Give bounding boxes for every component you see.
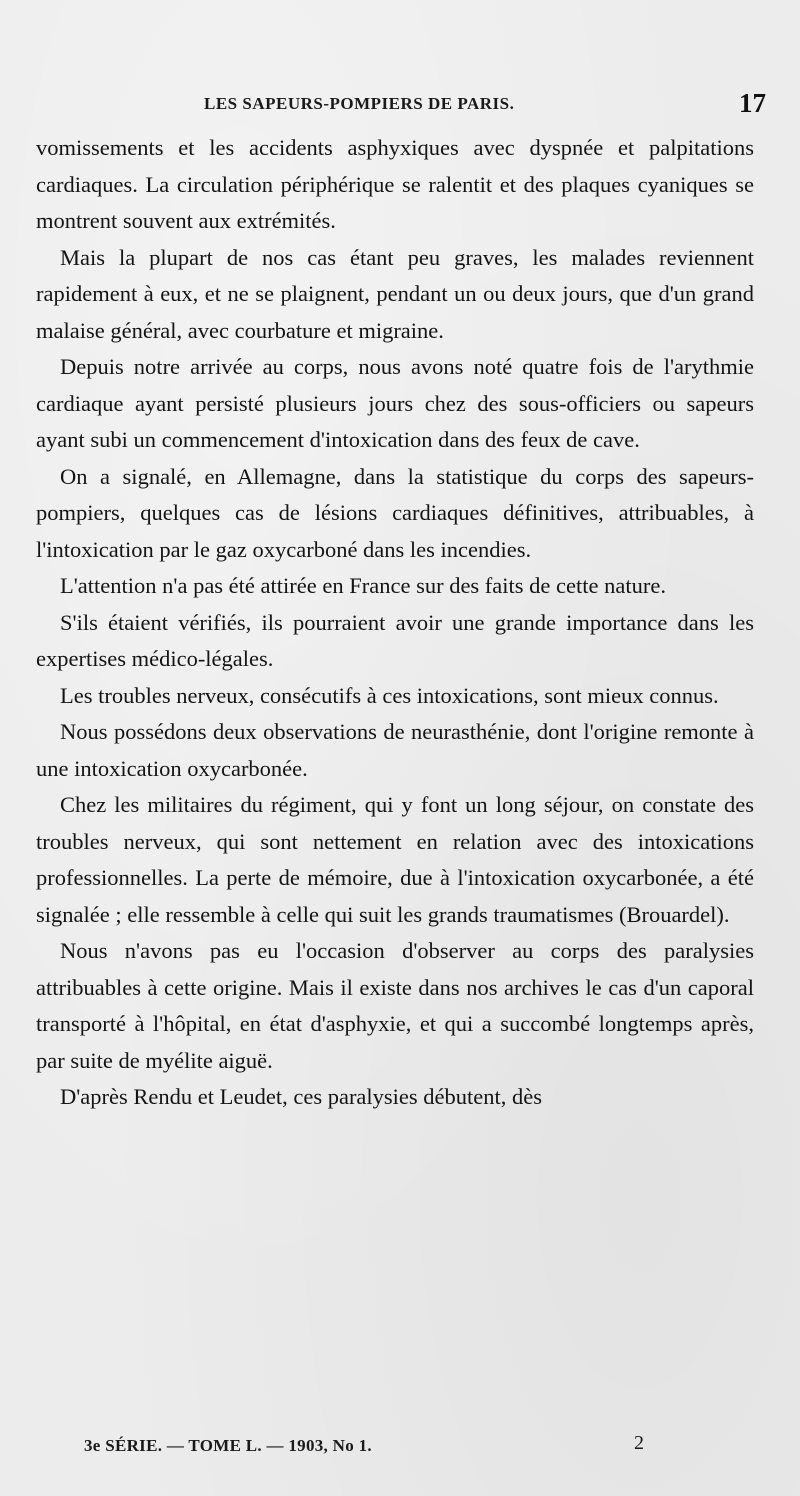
page-footer xyxy=(36,1432,754,1466)
paragraph-paralysis: Nous n'avons pas eu l'occasion d'observer au corps des paralysies attribuables à cette origine. Mais il existe dans nos archives le cas d'un caporal transporté à l'hôpital, en état d'asphyxie, et qui a succombé longtemps après, par suite de myélite aiguë. xyxy=(36,938,754,1073)
series-line: 3e SÉRIE. — TOME L. — 1903, No 1. xyxy=(84,1436,372,1455)
running-head xyxy=(36,88,766,122)
paragraph-france: L'attention n'a pas été attirée en France sur des faits de cette nature. xyxy=(60,573,666,598)
paragraph-expertises: S'ils étaient vérifiés, ils pourraient avoir une grande importance dans les expertises médico-légales. xyxy=(36,609,754,671)
running-title: LES SAPEURS-POMPIERS DE PARIS. xyxy=(204,94,515,113)
paragraph-germany: On a signalé, en Allemagne, dans la statistique du corps des sapeurs-pompiers, quelques cas de lésions cardiaques définitives, attribuables, à l'intoxication par le gaz oxycarboné dans les incendies. xyxy=(36,463,754,562)
signature-mark: 2 xyxy=(634,1432,644,1454)
paragraph-nervous-troubles: Les troubles nerveux, consécutifs à ces intoxications, sont mieux connus. xyxy=(60,682,719,708)
paragraph-rendu-leudet: D'après Rendu et Leudet, ces paralysies débutent, dès xyxy=(60,1084,543,1109)
paragraph-mild-cases: Mais la plupart de nos cas étant peu graves, les malades reviennent rapidement à eux, et ne se plaignent, pendant un ou deux jours, que d'un grand malaise général, avec courbature et migraine. xyxy=(36,244,754,343)
paragraph-continuation: vomissements et les accidents asphyxiques avec dyspnée et palpitations cardiaques. La circulation périphérique se ralentit et des plaques cyaniques se montrent souvent aux extrémités. xyxy=(36,135,754,233)
paragraph-arrhythmia: Depuis notre arrivée au corps, nous avons noté quatre fois de l'arythmie cardiaque ayant persisté plusieurs jours chez des sous-officiers ou sapeurs ayant subi un commencement d'intoxication dans des feux de cave. xyxy=(36,354,754,452)
page-number: 17 xyxy=(739,88,766,118)
paragraph-military: Chez les militaires du régiment, qui y font un long séjour, on constate des troubles nerveux, qui sont nettement en relation avec des intoxications professionnelles. La perte de mémoire, due à l'intoxication oxycarbonée, a été signalée ; elle ressemble à celle qui suit les grands traumatismes (Brouardel). xyxy=(36,792,754,927)
paragraph-neurasthenia: Nous possédons deux observations de neurasthénie, dont l'origine remonte à une intoxication oxycarbonée. xyxy=(36,719,754,781)
body-text xyxy=(36,130,754,1116)
